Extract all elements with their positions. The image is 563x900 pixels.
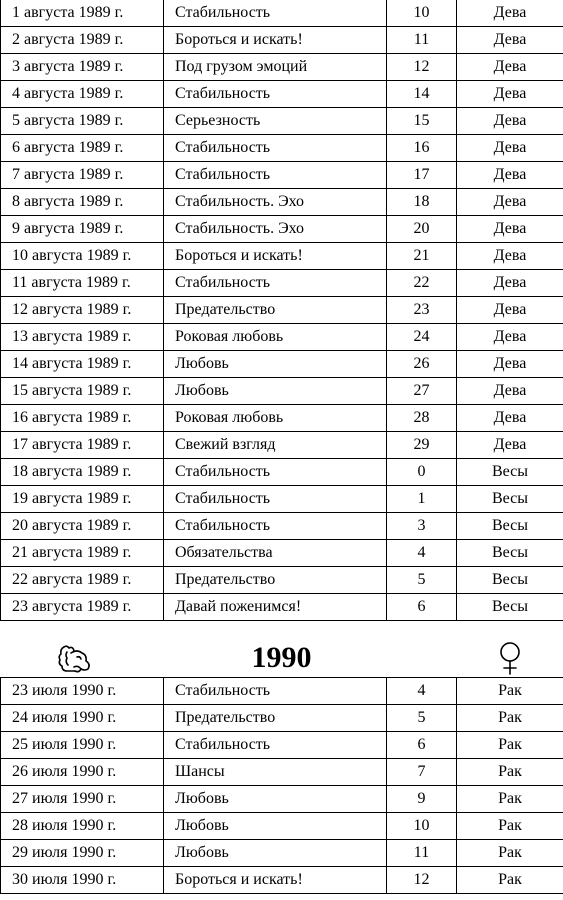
date-cell: 8 августа 1989 г. bbox=[1, 189, 164, 216]
number-cell: 29 bbox=[387, 432, 457, 459]
sign-cell: Дева bbox=[457, 405, 563, 432]
table-row bbox=[1, 297, 563, 324]
date-cell: 22 августа 1989 г. bbox=[1, 567, 164, 594]
table-row bbox=[1, 189, 563, 216]
date-cell: 20 августа 1989 г. bbox=[1, 513, 164, 540]
sign-cell: Рак bbox=[457, 678, 563, 705]
number-cell: 27 bbox=[387, 378, 457, 405]
sign-cell: Дева bbox=[457, 297, 563, 324]
number-cell: 14 bbox=[387, 81, 457, 108]
sign-cell: Дева bbox=[457, 324, 563, 351]
date-cell: 12 августа 1989 г. bbox=[1, 297, 164, 324]
number-cell: 9 bbox=[387, 786, 457, 813]
title-cell: Обязательства bbox=[164, 540, 387, 567]
sign-cell: Рак bbox=[457, 813, 563, 840]
sign-cell: Весы bbox=[457, 594, 563, 621]
table-row bbox=[1, 486, 563, 513]
title-cell: Стабильность. Эхо bbox=[164, 189, 387, 216]
title-cell: Стабильность. Эхо bbox=[164, 216, 387, 243]
table-row bbox=[1, 459, 563, 486]
date-cell: 3 августа 1989 г. bbox=[1, 54, 164, 81]
sign-cell: Рак bbox=[457, 732, 563, 759]
title-cell: Под грузом эмоций bbox=[164, 54, 387, 81]
date-cell: 23 июля 1990 г. bbox=[1, 678, 164, 705]
sign-cell: Дева bbox=[457, 216, 563, 243]
title-cell: Бороться и искать! bbox=[164, 867, 387, 894]
date-cell: 28 июля 1990 г. bbox=[1, 813, 164, 840]
title-cell: Стабильность bbox=[164, 81, 387, 108]
number-cell: 28 bbox=[387, 405, 457, 432]
table-row bbox=[1, 540, 563, 567]
title-cell: Любовь bbox=[164, 351, 387, 378]
number-cell: 5 bbox=[387, 567, 457, 594]
table-row bbox=[1, 378, 563, 405]
title-cell: Бороться и искать! bbox=[164, 27, 387, 54]
number-cell: 17 bbox=[387, 162, 457, 189]
date-cell: 25 июля 1990 г. bbox=[1, 732, 164, 759]
title-cell: Предательство bbox=[164, 705, 387, 732]
date-cell: 24 июля 1990 г. bbox=[1, 705, 164, 732]
date-cell: 6 августа 1989 г. bbox=[1, 135, 164, 162]
table-row bbox=[1, 0, 563, 27]
date-cell: 21 августа 1989 г. bbox=[1, 540, 164, 567]
date-cell: 15 августа 1989 г. bbox=[1, 378, 164, 405]
table-row bbox=[1, 135, 563, 162]
sign-cell: Дева bbox=[457, 81, 563, 108]
date-cell: 27 июля 1990 г. bbox=[1, 786, 164, 813]
date-cell: 13 августа 1989 г. bbox=[1, 324, 164, 351]
number-cell: 15 bbox=[387, 108, 457, 135]
title-cell: Роковая любовь bbox=[164, 405, 387, 432]
sign-cell: Рак bbox=[457, 786, 563, 813]
sign-cell: Дева bbox=[457, 378, 563, 405]
title-cell: Любовь bbox=[164, 378, 387, 405]
table-row bbox=[1, 786, 563, 813]
number-cell: 23 bbox=[387, 297, 457, 324]
sign-cell: Дева bbox=[457, 189, 563, 216]
venus-icon bbox=[495, 641, 525, 675]
sign-cell: Дева bbox=[457, 108, 563, 135]
title-cell: Свежий взгляд bbox=[164, 432, 387, 459]
date-cell: 7 августа 1989 г. bbox=[1, 162, 164, 189]
table-row bbox=[1, 162, 563, 189]
table-row bbox=[1, 432, 563, 459]
date-cell: 17 августа 1989 г. bbox=[1, 432, 164, 459]
date-cell: 2 августа 1989 г. bbox=[1, 27, 164, 54]
date-cell: 19 августа 1989 г. bbox=[1, 486, 164, 513]
table-row bbox=[1, 678, 563, 705]
table-row bbox=[1, 270, 563, 297]
date-cell: 1 августа 1989 г. bbox=[1, 0, 164, 27]
title-cell: Любовь bbox=[164, 813, 387, 840]
date-cell: 26 июля 1990 г. bbox=[1, 759, 164, 786]
title-cell: Любовь bbox=[164, 840, 387, 867]
sign-cell: Дева bbox=[457, 162, 563, 189]
title-cell: Стабильность bbox=[164, 0, 387, 27]
number-cell: 7 bbox=[387, 759, 457, 786]
sign-cell: Весы bbox=[457, 540, 563, 567]
date-cell: 16 августа 1989 г. bbox=[1, 405, 164, 432]
table-row bbox=[1, 513, 563, 540]
table-row bbox=[1, 216, 563, 243]
sign-cell: Дева bbox=[457, 0, 563, 27]
number-cell: 6 bbox=[387, 594, 457, 621]
number-cell: 12 bbox=[387, 54, 457, 81]
number-cell: 11 bbox=[387, 840, 457, 867]
title-cell: Стабильность bbox=[164, 678, 387, 705]
sign-cell: Рак bbox=[457, 840, 563, 867]
date-cell: 14 августа 1989 г. bbox=[1, 351, 164, 378]
table-1990 bbox=[0, 677, 563, 894]
number-cell: 26 bbox=[387, 351, 457, 378]
number-cell: 0 bbox=[387, 459, 457, 486]
table-row bbox=[1, 324, 563, 351]
number-cell: 11 bbox=[387, 27, 457, 54]
title-cell: Предательство bbox=[164, 567, 387, 594]
sign-cell: Рак bbox=[457, 705, 563, 732]
title-cell: Шансы bbox=[164, 759, 387, 786]
title-cell: Стабильность bbox=[164, 486, 387, 513]
table-row bbox=[1, 840, 563, 867]
sign-cell: Весы bbox=[457, 459, 563, 486]
date-cell: 5 августа 1989 г. bbox=[1, 108, 164, 135]
year-separator bbox=[0, 639, 563, 677]
sign-cell: Дева bbox=[457, 270, 563, 297]
table-row bbox=[1, 351, 563, 378]
sign-cell: Дева bbox=[457, 54, 563, 81]
number-cell: 5 bbox=[387, 705, 457, 732]
table-row bbox=[1, 54, 563, 81]
table-row bbox=[1, 759, 563, 786]
date-cell: 9 августа 1989 г. bbox=[1, 216, 164, 243]
date-cell: 4 августа 1989 г. bbox=[1, 81, 164, 108]
number-cell: 4 bbox=[387, 678, 457, 705]
date-cell: 11 августа 1989 г. bbox=[1, 270, 164, 297]
number-cell: 6 bbox=[387, 732, 457, 759]
number-cell: 16 bbox=[387, 135, 457, 162]
title-cell: Серьезность bbox=[164, 108, 387, 135]
table-row bbox=[1, 405, 563, 432]
title-cell: Стабильность bbox=[164, 270, 387, 297]
title-cell: Стабильность bbox=[164, 162, 387, 189]
title-cell: Предательство bbox=[164, 297, 387, 324]
sign-cell: Весы bbox=[457, 567, 563, 594]
date-cell: 18 августа 1989 г. bbox=[1, 459, 164, 486]
table-row bbox=[1, 243, 563, 270]
title-cell: Стабильность bbox=[164, 732, 387, 759]
number-cell: 20 bbox=[387, 216, 457, 243]
sign-cell: Дева bbox=[457, 27, 563, 54]
table-row bbox=[1, 567, 563, 594]
sign-cell: Дева bbox=[457, 432, 563, 459]
number-cell: 21 bbox=[387, 243, 457, 270]
table-row bbox=[1, 732, 563, 759]
date-cell: 10 августа 1989 г. bbox=[1, 243, 164, 270]
number-cell: 12 bbox=[387, 867, 457, 894]
table-1989-body bbox=[1, 0, 563, 621]
title-cell: Давай поженимся! bbox=[164, 594, 387, 621]
sign-cell: Дева bbox=[457, 351, 563, 378]
title-cell: Стабильность bbox=[164, 513, 387, 540]
title-cell: Стабильность bbox=[164, 135, 387, 162]
number-cell: 22 bbox=[387, 270, 457, 297]
table-row bbox=[1, 108, 563, 135]
date-cell: 29 июля 1990 г. bbox=[1, 840, 164, 867]
table-1990-body bbox=[1, 678, 563, 894]
sign-cell: Весы bbox=[457, 486, 563, 513]
number-cell: 10 bbox=[387, 0, 457, 27]
sign-cell: Дева bbox=[457, 135, 563, 162]
title-cell: Роковая любовь bbox=[164, 324, 387, 351]
sign-cell: Рак bbox=[457, 867, 563, 894]
title-cell: Любовь bbox=[164, 786, 387, 813]
number-cell: 3 bbox=[387, 513, 457, 540]
title-cell: Бороться и искать! bbox=[164, 243, 387, 270]
number-cell: 10 bbox=[387, 813, 457, 840]
sign-cell: Весы bbox=[457, 513, 563, 540]
table-row bbox=[1, 813, 563, 840]
number-cell: 1 bbox=[387, 486, 457, 513]
table-row bbox=[1, 27, 563, 54]
date-cell: 30 июля 1990 г. bbox=[1, 867, 164, 894]
number-cell: 24 bbox=[387, 324, 457, 351]
table-row bbox=[1, 705, 563, 732]
year-heading: 1990 bbox=[251, 641, 312, 674]
number-cell: 18 bbox=[387, 189, 457, 216]
title-cell: Стабильность bbox=[164, 459, 387, 486]
table-row bbox=[1, 867, 563, 894]
table-row bbox=[1, 594, 563, 621]
number-cell: 4 bbox=[387, 540, 457, 567]
table-row bbox=[1, 81, 563, 108]
sign-cell: Дева bbox=[457, 243, 563, 270]
sign-cell: Рак bbox=[457, 759, 563, 786]
date-cell: 23 августа 1989 г. bbox=[1, 594, 164, 621]
